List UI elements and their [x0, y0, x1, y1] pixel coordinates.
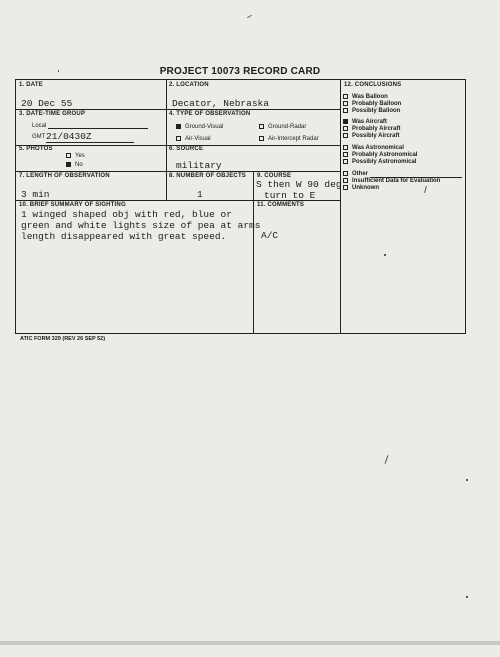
dtg-local-line [48, 128, 148, 129]
dtg-gmt-value: 21/0430Z [46, 131, 134, 143]
conclusion-item [343, 101, 401, 108]
checkbox [343, 178, 348, 183]
type-label: 4. TYPE OF OBSERVATION [169, 111, 251, 117]
checkbox [343, 101, 348, 106]
checkbox [66, 153, 71, 158]
location-value: Decator, Nebraska [172, 98, 269, 109]
type-ground-visual-label: Ground-Visual [185, 124, 224, 130]
conclusion-label: Probably Aircraft [352, 126, 401, 132]
scan-mark [384, 254, 386, 256]
type-air-intercept [259, 136, 319, 142]
source-label: 6. SOURCE [169, 146, 204, 152]
checkbox [343, 152, 348, 157]
form-id: ATIC FORM 329 (REV 26 SEP 52) [20, 336, 106, 342]
type-air-visual [176, 136, 211, 142]
course-line-2: turn to E [264, 190, 316, 201]
conclusion-label: Possibly Balloon [352, 108, 401, 114]
conclusion-label: Was Aircraft [352, 119, 387, 125]
conclusion-label: Other [352, 171, 369, 177]
dtg-gmt [32, 134, 45, 140]
photos-no [66, 162, 83, 168]
scan-mark [58, 70, 59, 72]
scan-mark [466, 479, 468, 481]
scan-mark [0, 641, 500, 645]
summary-line-3: length disappeared with great speed. [21, 231, 227, 242]
conclusion-item [343, 159, 416, 166]
dtg-gmt-label: GMT [32, 134, 46, 140]
photos-yes-label: Yes [75, 153, 85, 159]
checkbox [343, 159, 348, 164]
divider [16, 109, 340, 110]
conclusion-label: Was Astronomical [352, 145, 404, 151]
type-ground-radar-label: Ground-Radar [268, 124, 307, 130]
checkbox [176, 136, 181, 141]
conclusion-item [343, 126, 400, 133]
checkbox [343, 133, 348, 138]
conclusions-label: 12. CONCLUSIONS [344, 82, 402, 88]
conclusion-item [343, 94, 388, 101]
conclusion-item [343, 145, 404, 152]
conclusion-label: Was Balloon [352, 94, 388, 100]
checkbox [343, 108, 348, 113]
conclusion-item [343, 119, 387, 126]
divider [253, 171, 254, 333]
checkbox [343, 126, 348, 131]
comments-label: 11. COMMENTS [257, 202, 305, 208]
conclusion-item [343, 152, 417, 159]
dtg-label: 3. DATE-TIME GROUP [19, 111, 86, 117]
conclusion-label: Insufficient Data for Evaluation [352, 178, 441, 184]
comments-value: A/C [261, 230, 279, 241]
divider [16, 171, 340, 172]
type-air-intercept-label: Air-Intercept Radar [268, 136, 319, 142]
conclusion-label: Possibly Aircraft [352, 133, 400, 139]
objects-label: 8. NUMBER OF OBJECTS [169, 173, 247, 179]
conclusion-item [343, 133, 399, 140]
type-air-visual-label: Air-Visual [185, 136, 211, 142]
location-label: 2. LOCATION [169, 82, 209, 88]
checkbox-checked [343, 119, 348, 124]
dtg-local [32, 123, 148, 129]
divider [166, 80, 167, 200]
length-label: 7. LENGTH OF OBSERVATION [19, 173, 110, 179]
summary-label: 10. BRIEF SUMMARY OF SIGHTING [19, 202, 126, 208]
checkbox-checked [66, 162, 71, 167]
checkbox [343, 171, 348, 176]
photos-yes [66, 153, 85, 159]
objects-value: 1 [197, 189, 203, 200]
checkbox [259, 136, 264, 141]
date-value: 20 Dec 55 [21, 98, 73, 109]
conclusion-label: Unknown [352, 185, 379, 191]
dtg-local-label: Local [32, 123, 47, 129]
conclusion-label: Possibly Astronomical [352, 159, 417, 165]
photos-no-label: No [75, 162, 83, 168]
course-line-1: S then W 90 deg [256, 179, 342, 190]
checkbox [343, 185, 348, 190]
scan-mark [384, 455, 388, 464]
checkbox [343, 145, 348, 150]
conclusion-item [343, 178, 440, 185]
checkbox [259, 124, 264, 129]
conclusion-label: Probably Astronomical [352, 152, 418, 158]
divider [340, 80, 341, 333]
conclusion-item [343, 185, 379, 192]
conclusion-label: Probably Balloon [352, 101, 402, 107]
length-value: 3 min [21, 189, 50, 200]
course-label: 9. COURSE [257, 173, 292, 179]
conclusion-item [343, 108, 400, 115]
date-label: 1. DATE [19, 82, 43, 88]
card-title: PROJECT 10073 RECORD CARD [159, 66, 321, 77]
source-value: military [176, 160, 222, 171]
checkbox [343, 94, 348, 99]
summary-line-2: green and white lights size of pea at arms [21, 220, 261, 231]
conclusion-item [343, 171, 462, 178]
scan-mark [247, 15, 252, 18]
checkbox-checked [176, 124, 181, 129]
photos-label: 5. PHOTOS [19, 146, 53, 152]
summary-line-1: 1 winged shaped obj with red, blue or [21, 209, 232, 220]
type-ground-visual [176, 124, 223, 130]
type-ground-radar [259, 124, 306, 130]
scan-mark [466, 596, 468, 598]
